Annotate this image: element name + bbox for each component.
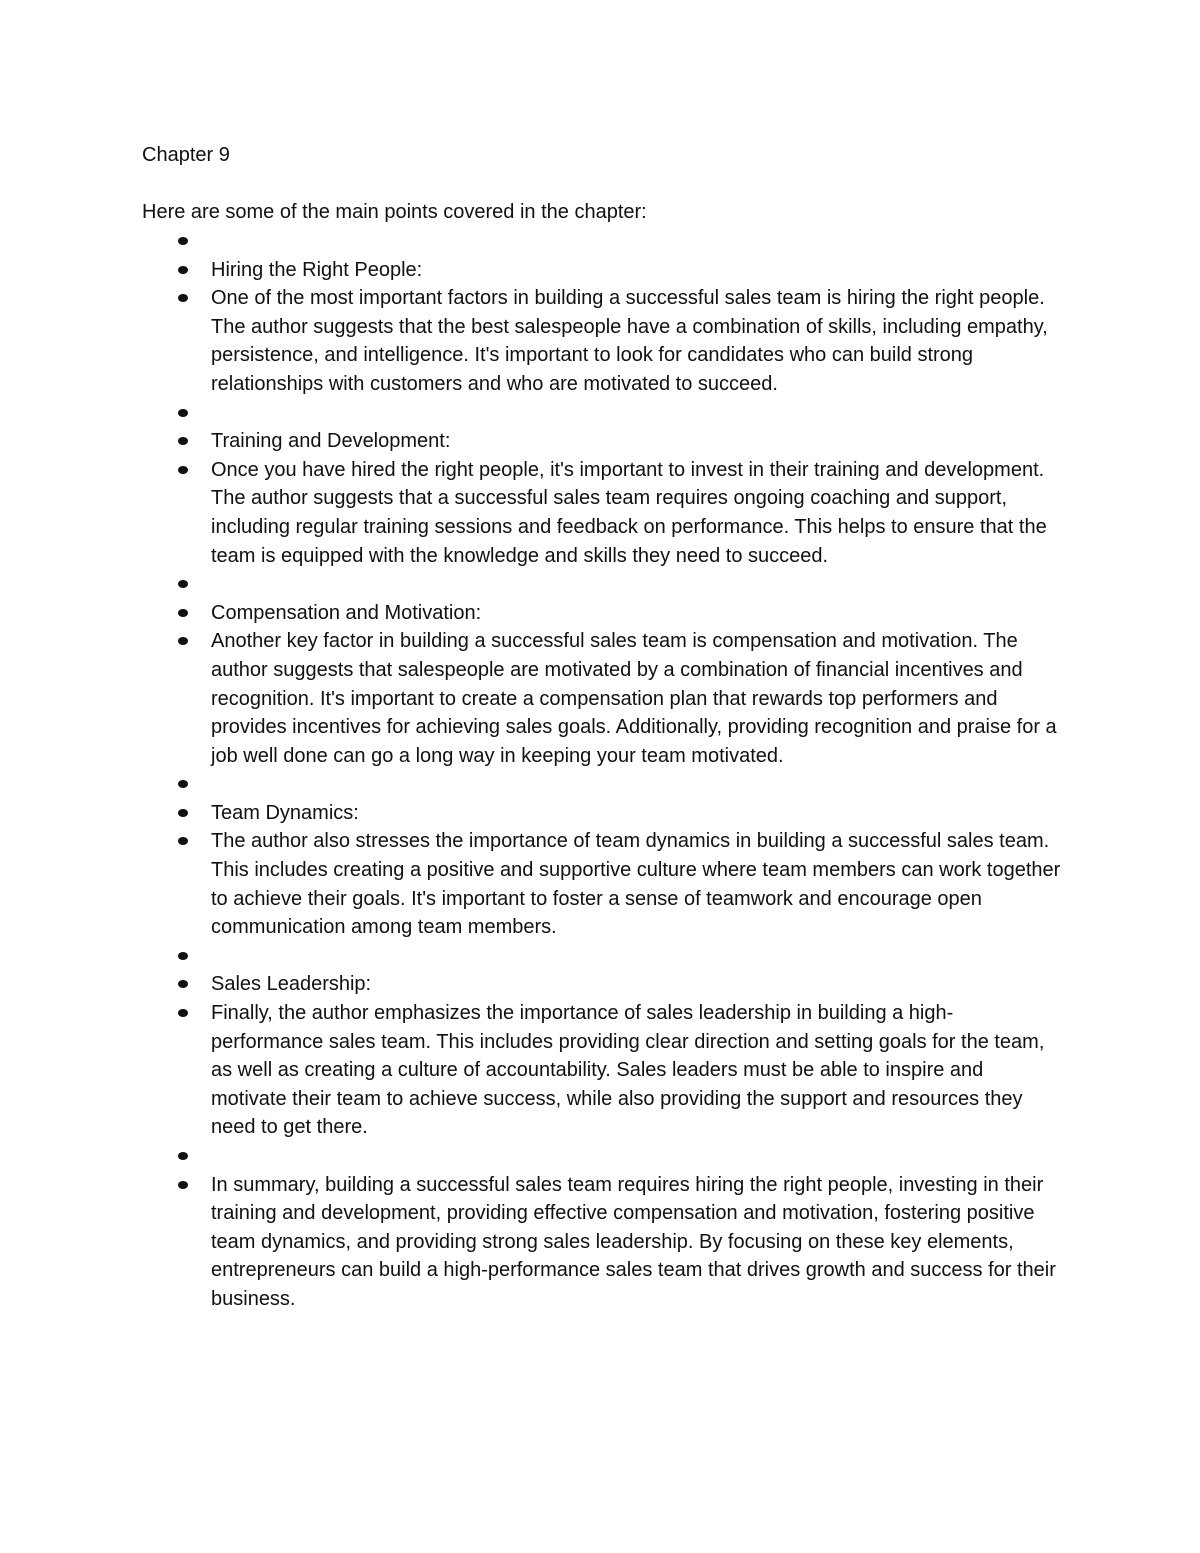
bullet-list: [0, 227, 1200, 1314]
list-item-text: Hiring the Right People:: [211, 258, 423, 281]
list-item-text: In summary, building a successful sales team requires hiring the right people, investing in their training and development, providing effective compensation and motivation, fostering positive team dynamics, and providing strong sales leadership. By focusing on these key elements, entrepreneurs can build a high-performance sales team that drives growth and success for their business.: [211, 1173, 1056, 1310]
bullet-icon: [178, 1009, 188, 1017]
list-item: [0, 256, 1061, 285]
bullet-icon: [178, 637, 188, 645]
intro-paragraph: Here are some of the main points covered in the chapter:: [142, 201, 647, 223]
list-item: [0, 970, 1061, 999]
bullet-icon: [178, 1181, 188, 1189]
list-item: [0, 456, 1061, 570]
list-item-text: Compensation and Motivation:: [211, 601, 482, 624]
list-item-text: Team Dynamics:: [211, 801, 359, 824]
list-item-text: Finally, the author emphasizes the importance of sales leadership in building a high-performance sales team. This includes providing clear direction and setting goals for the team, as well as creating a culture of accountability. Sales leaders must be able to inspire and motivate their team to achieve success, while also providing the support and resources they need to get there.: [211, 1002, 1045, 1139]
bullet-icon: [178, 809, 188, 817]
list-item: [0, 227, 1061, 256]
bullet-icon: [178, 437, 188, 445]
list-item-text: Sales Leadership:: [211, 973, 372, 996]
list-item: [0, 770, 1061, 799]
bullet-icon: [178, 952, 188, 960]
bullet-icon: [178, 980, 188, 988]
bullet-icon: [178, 1152, 188, 1160]
list-item: [0, 999, 1061, 1142]
list-item: [0, 627, 1061, 770]
list-item: [0, 399, 1061, 428]
list-item: [0, 1171, 1061, 1314]
list-item-text: Training and Development:: [211, 430, 451, 453]
list-item: [0, 799, 1061, 828]
bullet-icon: [178, 294, 188, 302]
list-item: [0, 570, 1061, 599]
list-item: [0, 827, 1061, 941]
bullet-icon: [178, 266, 188, 274]
list-item: [0, 284, 1061, 398]
bullet-icon: [178, 466, 188, 474]
list-item-text: Another key factor in building a successful sales team is compensation and motivation. The author suggests that salespeople are motivated by a combination of financial incentives and recognition. It's important to create a compensation plan that rewards top performers and provides incentives for achieving sales goals. Additionally, providing recognition and praise for a job well done can go a long way in keeping your team motivated.: [211, 630, 1057, 767]
list-item-text: One of the most important factors in building a successful sales team is hiring the right people. The author suggests that the best salespeople have a combination of skills, including empathy, persistence, and intelligence. It's important to look for candidates who can build strong relationships with customers and who are motivated to succeed.: [211, 287, 1048, 395]
list-item-text: The author also stresses the importance of team dynamics in building a successful sales team. This includes creating a positive and supportive culture where team members can work together to achieve their goals. It's important to foster a sense of teamwork and encourage open communication among team members.: [211, 830, 1061, 939]
bullet-icon: [178, 409, 188, 417]
bullet-icon: [178, 780, 188, 788]
list-item-text: Once you have hired the right people, it's important to invest in their training and development. The author suggests that a successful sales team requires ongoing coaching and support, including regular training sessions and feedback on performance. This helps to ensure that the team is equipped with the knowledge and skills they need to succeed.: [211, 458, 1047, 567]
list-item: [0, 599, 1061, 628]
list-item: [0, 427, 1061, 456]
bullet-icon: [178, 237, 188, 245]
bullet-icon: [178, 837, 188, 845]
list-item: [0, 1142, 1061, 1171]
bullet-icon: [178, 609, 188, 617]
bullet-icon: [178, 580, 188, 588]
list-item: [0, 942, 1061, 971]
chapter-title: Chapter 9: [142, 144, 230, 166]
